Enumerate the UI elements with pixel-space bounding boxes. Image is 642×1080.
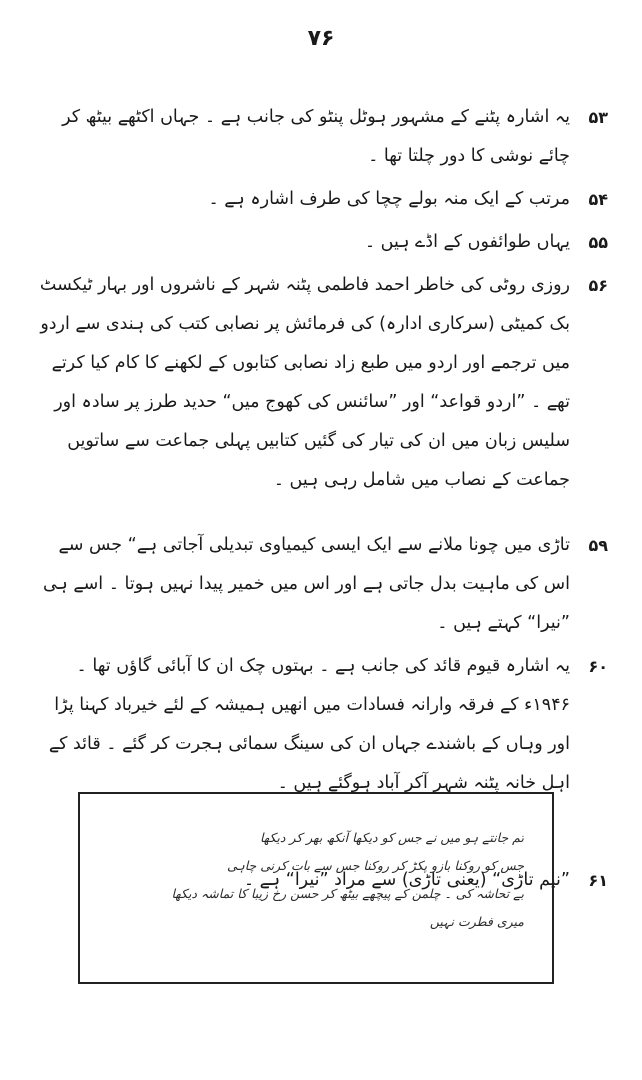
- handwritten-line: جس کو روکنا بازو پکڑ کر روکنا جس سے بات کرنی چاہی: [226, 858, 524, 873]
- handwritten-line: بے تحاشہ کی ۔ چلمن کے پیچھے بیٹھ کر حسن رخ زیبا کا تماشہ دیکھا: [171, 886, 524, 901]
- footnote-text: مرتب کے ایک منہ بولے چچا کی طرف اشارہ ہے ۔: [208, 189, 570, 209]
- footnote: [36, 223, 608, 262]
- footnote-marker: ۵۹: [588, 536, 608, 555]
- handwritten-line: تم جانتے ہو میں نے جس کو دیکھا آنکھ بھر کر دیکھا: [259, 830, 524, 845]
- page-number: ۷۶: [307, 26, 335, 51]
- footnote-marker: ۵۶: [588, 276, 608, 295]
- footnote-text: روزی روٹی کی خاطر احمد فاطمی پٹنہ شہر کے ناشروں اور بہار ٹیکسٹ بک کمیٹی (سرکاری ادارہ) کی فرمائش پر نصابی کتب کی ہندی سے اردو میں ترجمے اور اردو میں طبع زاد نصابی کتابوں کے لکھنے کا کام کیا کرتے تھے ۔ ”اردو قواعد“ اور ”سائنس کی کھوج میں“ حدید طرز پر سادہ اور سلیس زبان میں ان کی تیار کی گئیں کتابیں پہلی جماعت سے ساتویں جماعت کے نصاب میں شامل رہی ہیں ۔: [39, 275, 570, 490]
- footnotes: [36, 98, 608, 904]
- footnote: [36, 647, 608, 803]
- footnote-text: یہاں طوائفوں کے اڈے ہیں ۔: [364, 232, 570, 252]
- handwritten-line: میری فطرت نہیں: [429, 914, 524, 929]
- footnote: [36, 98, 608, 176]
- handwritten-note-box: [78, 792, 554, 984]
- footnote-marker: ۶۱: [588, 871, 608, 890]
- footnote-marker: ۵۴: [588, 190, 608, 209]
- footnote-marker: ۵۳: [588, 108, 608, 127]
- footnote-text: تاڑی میں چونا ملانے سے ایک ایسی کیمیاوی تبدیلی آجاتی ہے“ جس سے اس کی ماہیت بدل جاتی ہے اور اس میں خمیر پیدا نہیں ہوتا ۔ اسے ہی ”نیرا“ کہتے ہیں ۔: [42, 535, 570, 633]
- footnote: [36, 266, 608, 500]
- footnote-marker: ۶۰: [588, 657, 608, 676]
- footnote-text: ”نیم تاڑی“ (یعنی تاڑی) سے مراد ”نیرا“ ہے ۔: [243, 870, 570, 890]
- footnote-marker: ۵۵: [588, 233, 608, 252]
- footnote: [36, 180, 608, 219]
- footnote-text: یہ اشارہ قیوم قائد کی جانب ہے ۔ بہتوں چک ان کا آبائی گاؤں تھا ۔ ۱۹۴۶ء کے فرقہ وارانہ فسادات میں انھیں ہمیشہ کے لئے خیرباد کہنا پڑا اور وہاں کے باشندے جہاں ان کی سینگ سمائی ہجرت کر گئے ۔ قائد کے اہل خانہ پٹنہ شہر آکر آباد ہوگئے ہیں ۔: [48, 656, 570, 793]
- footnote-text: یہ اشارہ پٹنے کے مشہور ہوٹل پنٹو کی جانب ہے ۔ جہاں اکٹھے بیٹھ کر چائے نوشی کا دور چلتا تھا ۔: [62, 107, 570, 166]
- footnote: [36, 526, 608, 643]
